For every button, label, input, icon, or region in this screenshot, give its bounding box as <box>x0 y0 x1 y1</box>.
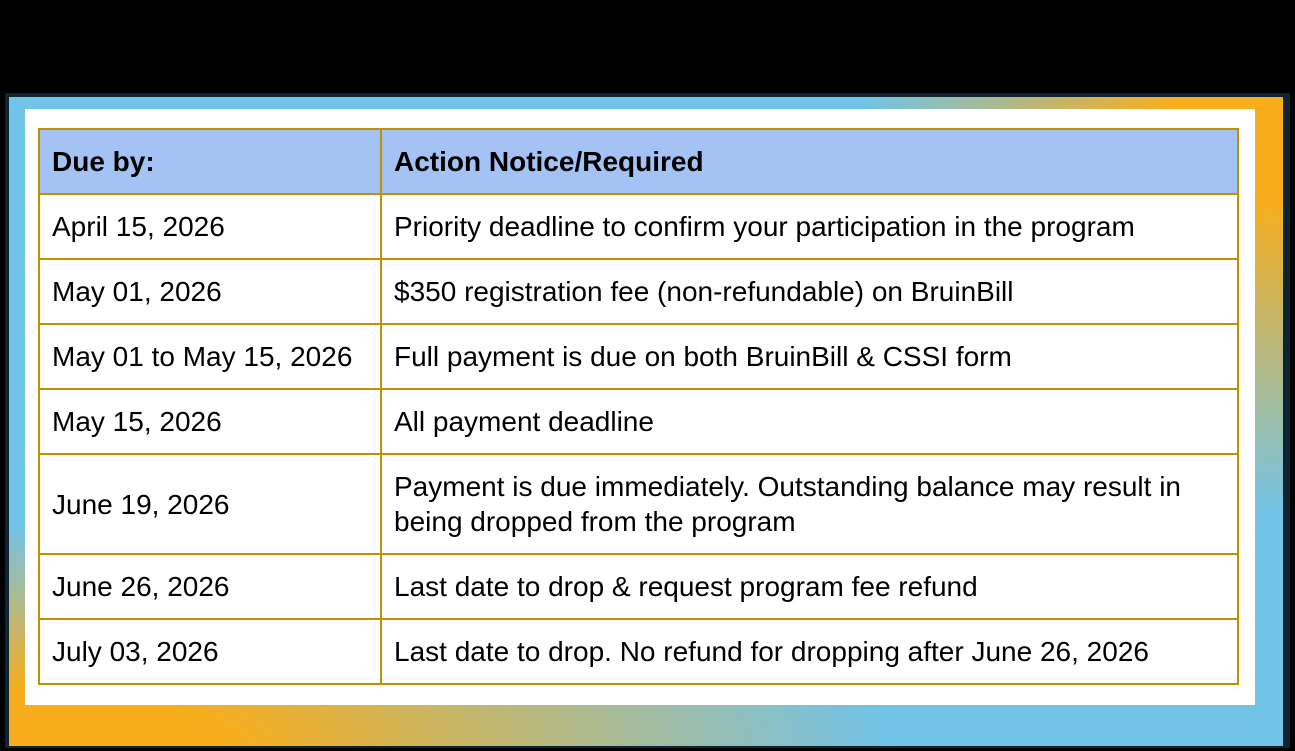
due-by-column-header: Due by: <box>39 129 381 194</box>
deadlines-table <box>38 128 1239 685</box>
action-cell: Last date to drop & request program fee refund <box>381 554 1238 619</box>
due-date-cell: April 15, 2026 <box>39 194 381 259</box>
action-cell: All payment deadline <box>381 389 1238 454</box>
action-cell: $350 registration fee (non-refundable) on BruinBill <box>381 259 1238 324</box>
action-cell: Full payment is due on both BruinBill & CSSI form <box>381 324 1238 389</box>
due-date-cell: June 26, 2026 <box>39 554 381 619</box>
table-row <box>39 259 1238 324</box>
table-row <box>39 454 1238 554</box>
table-row <box>39 389 1238 454</box>
table-header-row <box>39 129 1238 194</box>
table-row <box>39 554 1238 619</box>
action-cell: Priority deadline to confirm your participation in the program <box>381 194 1238 259</box>
due-date-cell: May 01 to May 15, 2026 <box>39 324 381 389</box>
action-column-header: Action Notice/Required <box>381 129 1238 194</box>
table-row <box>39 324 1238 389</box>
table-row <box>39 194 1238 259</box>
table-row <box>39 619 1238 684</box>
due-date-cell: July 03, 2026 <box>39 619 381 684</box>
due-date-cell: June 19, 2026 <box>39 454 381 554</box>
action-cell: Payment is due immediately. Outstanding balance may result in being dropped from the program <box>381 454 1238 554</box>
action-cell: Last date to drop. No refund for dropping after June 26, 2026 <box>381 619 1238 684</box>
due-date-cell: May 15, 2026 <box>39 389 381 454</box>
due-date-cell: May 01, 2026 <box>39 259 381 324</box>
